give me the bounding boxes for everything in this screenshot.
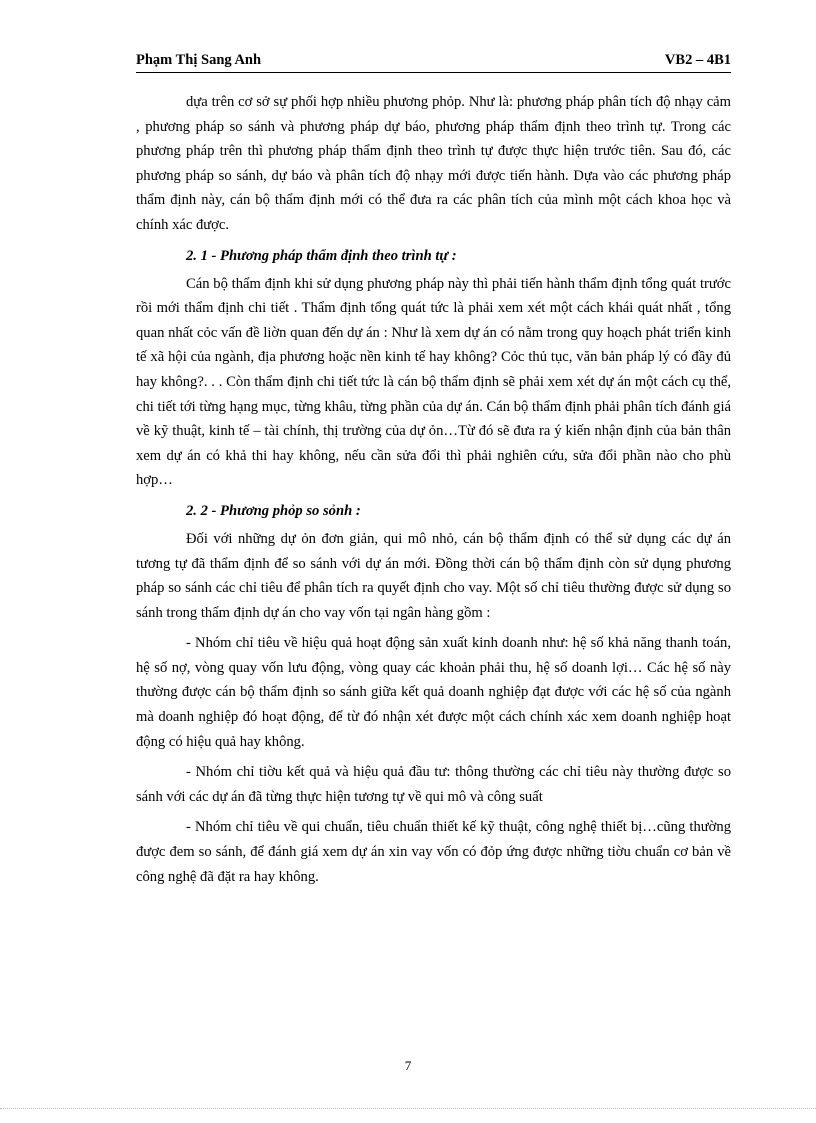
paragraph-investment-indicators: - Nhóm chỉ tiờu kết quả và hiệu quả đầu tư: thông thường các chỉ tiêu này thường được so sánh với các dự án đã từng thực hiện tương tự về qui mô và công suất [136,764,731,805]
page-bottom-divider [0,1108,816,1109]
page-number: 7 [404,1058,412,1073]
document-body [136,90,731,889]
paragraph-intro: dựa trên cơ sở sự phối hợp nhiều phương phỏp. Như là: phương pháp phân tích độ nhạy cảm , phương pháp so sánh và phương pháp dự báo, phương pháp thẩm định theo trình tự. Trong các phương pháp trên thì phương pháp thẩm định theo trình tự được thực hiện trước tiên. Sau đó, các phương pháp so sánh, dự báo và phân tích độ nhạy mới được tiến hành. Dựa vào các phương pháp thẩm định này, cán bộ thẩm định mới có thể đưa ra các phân tích của mình một cách khoa học và chính xác được. [136,94,731,233]
section-heading-2-2: 2. 2 - Phương phỏp so sỏnh : [186,502,361,519]
paragraph-sequential-method: Cán bộ thẩm định khi sử dụng phương pháp này thì phải tiến hành thẩm định tổng quát trước rồi mới thẩm định chi tiết . Thẩm định tổng quát tức là phải xem xét một cách khái quát nhất , tổng quan nhất cỏc vấn đề liờn quan đến dự án : Như là xem dự án có nằm trong quy hoạch phát triển kinh tế xã hội của ngành, địa phương hoặc nền kinh tế hay không? Cỏc thủ tục, văn bản pháp lý có đầy đủ hay không?. . . Còn thẩm định chi tiết tức là cán bộ thẩm định sẽ phải xem xét dự án một cách cụ thể, chi tiết tới từng hạng mục, từng khâu, từng phần của dự án. Cán bộ thẩm định phải phân tích đánh giá về kỹ thuật, kinh tế – tài chính, thị trường của dự ỏn…Từ đó sẽ đưa ra ý kiến nhận định của bản thân xem dự án có khả thi hay không, nếu cần sửa đổi thì phải nghiên cứu, sửa đổi phần nào cho phù hợp… [136,275,731,489]
paragraph-standards-indicators: - Nhóm chỉ tiêu về qui chuẩn, tiêu chuẩn thiết kế kỹ thuật, công nghệ thiết bị…cũng thường được đem so sánh, để đánh giá xem dự án xin vay vốn có đỏp ứng được những tiờu chuẩn cơ bản về công nghệ đã đặt ra hay không. [136,819,731,885]
page-header [136,50,731,73]
header-author: Phạm Thị Sang Anh [136,52,262,68]
paragraph-business-indicators: - Nhóm chỉ tiêu về hiệu quả hoạt động sản xuất kinh doanh như: hệ số khả năng thanh toán, hệ số nợ, vòng quay vốn lưu động, vòng quay các khoản phải thu, hệ số doanh lợi… Các hệ số này thường được cán bộ thẩm định so sánh giữa kết quả doanh nghiệp đạt được với các hệ số của ngành mà doanh nghiệp đó hoạt động, để từ đó nhận xét được một cách chính xác xem doanh nghiệp hoạt động có hiệu quả hay không. [136,635,731,750]
header-class-code: VB2 – 4B1 [664,52,731,68]
section-heading-2-1: 2. 1 - Phương pháp thẩm định theo trình tự : [186,247,457,264]
paragraph-comparison-method: Đối với những dự ỏn đơn giản, qui mô nhỏ, cán bộ thẩm định có thể sử dụng các dự án tương tự đã thẩm định để so sánh với dự án mới. Đồng thời cán bộ thẩm định còn sử dụng phương pháp so sánh các chỉ tiêu để phân tích ra quyết định cho vay. Một số chỉ tiêu thường được sử dụng so sánh trong thẩm định dự án cho vay vốn tại ngân hàng gồm : [136,530,731,621]
